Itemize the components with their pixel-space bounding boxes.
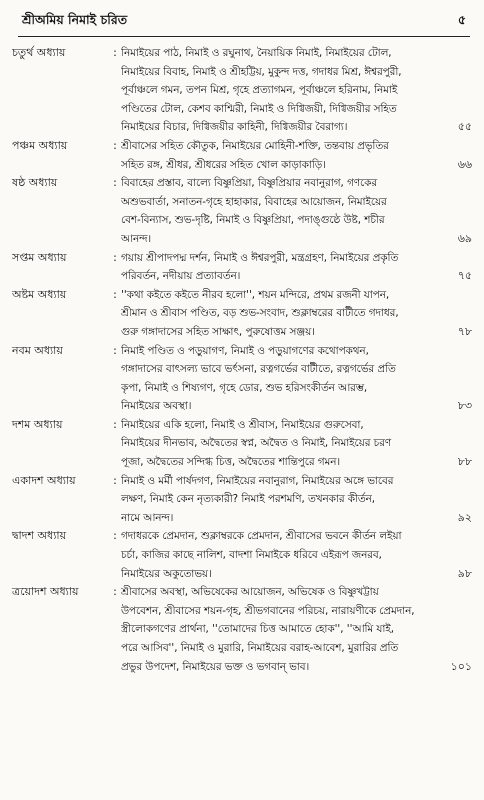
chapter-summary <box>121 583 472 676</box>
summary-text: নিমাই ও মর্মী পার্ষদগণ, নিমাইয়ের নবানুরাগ, নিমাইয়ের অঙ্গে ভাবের <box>121 474 394 487</box>
chapter-entry <box>10 249 472 286</box>
summary-line <box>121 453 472 472</box>
summary-text: প্রভুর উপদেশ, নিমাইয়ের ভক্ত ও ভগবান্ ভাব। <box>121 660 310 673</box>
summary-text: নামে আনন্দ। <box>121 511 174 524</box>
summary-text: নিমাইয়ের একি হলো, নিমাই ও শ্রীবাস, নিমাইয়ের গুরুসেবা, <box>121 418 364 431</box>
summary-line <box>121 360 472 379</box>
summary-text: গুরু গঙ্গাদাসের সহিত সাক্ষাৎ, পুরুষোত্তম সঞ্জয়। <box>121 325 315 338</box>
chapter-page-number: ৮৮ <box>457 455 472 469</box>
running-header <box>22 10 466 32</box>
summary-line <box>121 118 472 137</box>
summary-text: সহিত রঙ্গ, শ্রীধর, শ্রীধরের সহিত খোল কাড়াকাড়ি। <box>121 158 326 171</box>
chapter-label: সপ্তম অধ্যায় <box>12 250 67 264</box>
summary-text: নিমাইয়ের অকুতোভয়। <box>121 567 212 580</box>
summary-line <box>121 658 472 677</box>
chapter-page-number: ৬৯ <box>457 231 472 245</box>
chapter-label: দশম অধ্যায় <box>12 417 63 431</box>
chapter-summary <box>121 137 472 174</box>
summary-text: লক্ষণ, নিমাই কেন নৃত্যকারী? নিমাই পরশমণি, তখনকার কীর্তন, <box>121 493 376 506</box>
chapter-summary <box>121 249 472 286</box>
chapter-entry <box>10 342 472 416</box>
summary-text: নিমাই পণ্ডিত ও পড়ুয়াগণ, নিমাই ও পড়ুয়াগণের কথোপকথন, <box>121 344 369 357</box>
summary-line <box>121 249 472 268</box>
chapter-summary <box>121 527 472 583</box>
chapter-entry <box>10 137 472 174</box>
summary-line <box>121 267 472 286</box>
summary-text: উপবেশন, শ্রীবাসের শয়ন-গৃহ, শ্রীভগবানের পরিচয়, নারায়ণীকে প্রেমদান, <box>121 604 415 617</box>
summary-line <box>121 565 472 584</box>
summary-line <box>121 397 472 416</box>
summary-line <box>121 583 472 602</box>
summary-text: নিমাইয়ের পাঠ, নিমাই ও রঘুনাথ, নৈয়ায়িক নিমাই, নিমাইয়ের টোল, <box>121 47 392 59</box>
summary-line <box>121 527 472 546</box>
summary-text: শ্রীবাসের সহিত কৌতুক, নিমাইয়ের মোহিনী-শক্তি, তন্তবায় প্রভৃতির <box>121 139 389 152</box>
summary-line <box>121 193 472 212</box>
chapter-summary <box>121 472 472 528</box>
summary-line <box>121 156 472 175</box>
summary-text: বিবাহের প্রস্তাব, বাল্যে বিষ্ণুপ্রিয়া, বিষ্ণুপ্রিয়ার নবানুরাগ, গণকের <box>121 177 378 190</box>
chapter-page-number: ৫৫ <box>457 120 472 134</box>
summary-line <box>121 286 472 305</box>
folio-number: ৫ <box>457 12 466 27</box>
summary-line <box>121 472 472 491</box>
summary-line <box>121 434 472 453</box>
chapter-entry <box>10 286 472 342</box>
summary-text: নিমাইয়ের দীনভাব, অদ্বৈতের স্বপ্ন, অদ্বৈত ও নিমাই, নিমাইয়ের চরণ <box>121 437 392 450</box>
label-separator: : <box>113 417 117 431</box>
chapter-entry <box>10 416 472 472</box>
contents-list <box>10 44 472 676</box>
summary-text: শ্রীমান ও শ্রীবাস পণ্ডিত, বড় শুভ-সংবাদ, শুক্লাম্বরের বাটীতে গদাধর, <box>121 307 399 320</box>
summary-text: নিমাইয়ের বিচার, দিগ্বিজয়ীর কাহিনী, দিগ্বিজয়ীর বৈরাগ্য। <box>121 121 348 134</box>
summary-text: পরিবর্তন, নদীয়ায় প্রত্যাবর্তন। <box>121 270 241 283</box>
summary-line <box>121 379 472 398</box>
chapter-entry <box>10 583 472 676</box>
summary-line <box>121 81 472 100</box>
label-separator: : <box>113 46 117 59</box>
summary-line <box>121 174 472 193</box>
summary-text: গদাধরকে প্রেমদান, শুক্লাম্বরকে প্রেমদান, শ্রীবাসের ভবনে কীর্তন লইয়া <box>121 530 402 543</box>
label-separator: : <box>113 473 117 487</box>
label-separator: : <box>113 529 117 543</box>
chapter-summary <box>121 416 472 472</box>
chapter-summary <box>121 44 472 137</box>
header-rule <box>18 36 470 37</box>
summary-line <box>121 304 472 323</box>
summary-text: পণ্ডিতের টোল, কেশব কাশ্মিরী, নিমাই ও দিগ্বিজয়ী, দিগ্বিজয়ীর সহিত <box>121 102 397 115</box>
chapter-label: ত্রয়োদশ অধ্যায় <box>12 585 79 599</box>
summary-text: পূজা, অদ্বৈতের সন্দিগ্ধ চিত্ত, অদ্বৈতের শান্তিপুরে গমন। <box>121 456 341 469</box>
chapter-label: ষষ্ঠ অধ্যায় <box>12 176 58 190</box>
summary-text: নিমাইয়ের অবস্থা। <box>121 400 192 413</box>
summary-text: পূর্বাঞ্চলে গমন, তপন মিশ্র, গৃহে প্রত্যাগমন, পূর্বাঞ্চলে হরিনাম, নিমাই <box>121 84 398 97</box>
chapter-summary <box>121 286 472 342</box>
summary-line <box>121 44 472 63</box>
label-separator: : <box>113 343 117 357</box>
summary-line <box>121 63 472 82</box>
label-separator: : <box>113 250 117 264</box>
summary-line <box>121 342 472 361</box>
chapter-page-number: ৯৮ <box>457 566 472 580</box>
label-separator: : <box>113 585 117 599</box>
chapter-label: চতুর্থ অধ্যায় <box>12 46 66 59</box>
summary-line <box>121 416 472 435</box>
summary-line <box>121 230 472 249</box>
summary-text: অশুভবার্তা, সনাতন-গৃহে হাহাকার, বিবাহের আয়োজন, নিমাইয়ের <box>121 195 387 208</box>
chapter-summary <box>121 342 472 416</box>
summary-line <box>121 100 472 119</box>
chapter-summary <box>121 174 472 248</box>
summary-text: স্ত্রীলোকগণের প্রার্থনা, ''তোমাদের চিত্ত আমাতে হোক'', ''আমি যাই, <box>121 623 394 636</box>
summary-line <box>121 490 472 509</box>
chapter-entry <box>10 472 472 528</box>
summary-text: গয়ায় শ্রীপাদপদ্ম দর্শন, নিমাই ও ঈশ্বরপুরী, মন্ত্রগ্রহণ, নিমাইয়ের প্রকৃতি <box>121 251 399 264</box>
summary-line <box>121 137 472 156</box>
chapter-label: দ্বাদশ অধ্যায় <box>12 529 67 543</box>
summary-text: গঙ্গাদাসের বাৎসল্য ভাবে ভর্ৎসনা, রত্নগর্ভের বাটীতে, রত্নগর্ভের প্রতি <box>121 363 396 376</box>
chapter-page-number: ৮৩ <box>457 399 472 413</box>
summary-text: শ্রীবাসের অবস্থা, অভিষেকের আয়োজন, অভিষেক ও বিষ্ণুখট্টায় <box>121 586 379 599</box>
summary-line <box>121 639 472 658</box>
summary-text: পরে আসিব'', নিমাই ও মুরারি, নিমাইয়ের বরাহ-আবেশ, মুরারির প্রতি <box>121 642 399 654</box>
summary-line <box>121 509 472 528</box>
summary-text: কৃপা, নিমাই ও শিষ্যগণ, গৃহে ডোর, শুভ হরিসংকীর্তন আরম্ভ, <box>121 381 368 394</box>
chapter-page-number: ৬৬ <box>457 157 472 171</box>
summary-line <box>121 323 472 342</box>
chapter-entry <box>10 44 472 137</box>
chapter-entry <box>10 174 472 248</box>
chapter-page-number: ৯২ <box>457 510 472 524</box>
running-title: শ্রীঅমিয় নিমাই চরিত <box>22 12 128 27</box>
summary-text: আনন্দ। <box>121 232 152 245</box>
summary-line <box>121 211 472 230</box>
summary-text: বেশ-বিন্যাস, শুভ-দৃষ্টি, নিমাই ও বিষ্ণুপ্রিয়া, পদাঙ্গুষ্ঠে উষ্ট, শচীর <box>121 214 385 227</box>
summary-line <box>121 602 472 621</box>
chapter-page-number: ৭৫ <box>457 269 472 283</box>
label-separator: : <box>113 287 117 301</box>
chapter-page-number: ১০১ <box>450 659 472 673</box>
chapter-label: নবম অধ্যায় <box>12 343 63 357</box>
chapter-page-number: ৭৮ <box>457 324 472 338</box>
label-separator: : <box>113 138 117 152</box>
summary-line <box>121 546 472 565</box>
label-separator: : <box>113 176 117 190</box>
summary-text: নিমাইয়ের বিবাহ, নিমাই ও শ্রীহট্টিয়, মুকুন্দ দত্ত, গদাধর মিশ্র, ঈশ্বরপুরী, <box>121 65 402 78</box>
summary-line <box>121 620 472 639</box>
chapter-entry <box>10 527 472 583</box>
chapter-label: একাদশ অধ্যায় <box>12 473 76 487</box>
chapter-label: পঞ্চম অধ্যায় <box>12 138 68 152</box>
summary-text: ''কথা কইতে কইতে নীরব হলো'', শয়ন মন্দিরে, প্রথম রজনী যাপন, <box>121 288 390 301</box>
chapter-label: অষ্টম অধ্যায় <box>12 287 67 301</box>
summary-text: চর্চা, কাজির কাছে নালিশ, বাদশা নিমাইকে ধরিবে এইরূপ জনরব, <box>121 549 382 562</box>
